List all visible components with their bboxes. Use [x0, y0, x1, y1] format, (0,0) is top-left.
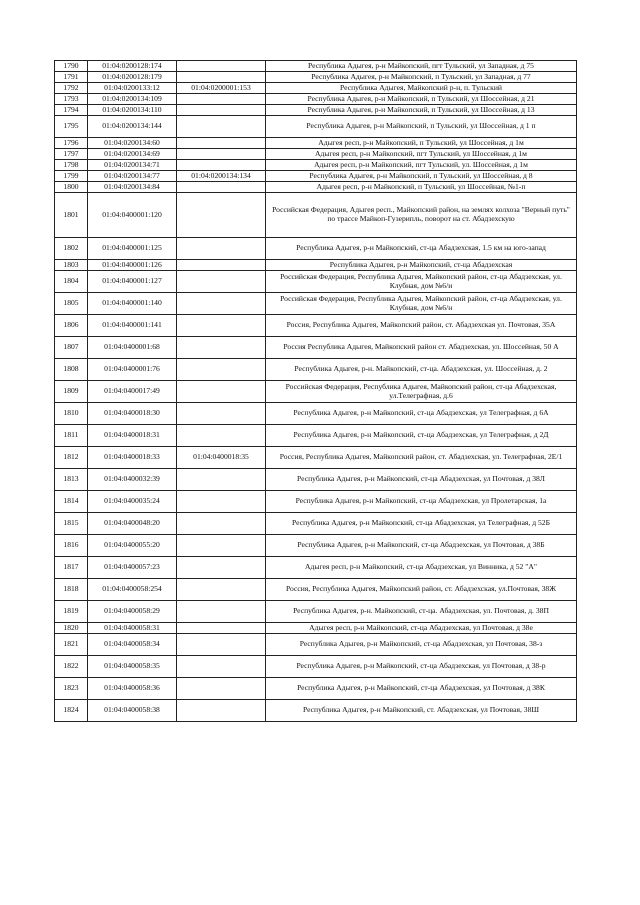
parent-cadastral-cell — [177, 656, 266, 678]
table-row — [55, 149, 577, 160]
row-number-cell: 1804 — [55, 271, 88, 293]
parent-cadastral-cell — [177, 535, 266, 557]
parent-cadastral-cell — [177, 116, 266, 138]
cadastral-number-cell: 01:04:0400017:49 — [88, 381, 177, 403]
parent-cadastral-cell — [177, 579, 266, 601]
cadastral-number-cell: 01:04:0400001:120 — [88, 193, 177, 238]
row-number-cell: 1821 — [55, 634, 88, 656]
parent-cadastral-cell: 01:04:0200134:134 — [177, 171, 266, 182]
cadastral-number-cell: 01:04:0400001:140 — [88, 293, 177, 315]
cadastral-number-cell: 01:04:0200133:12 — [88, 83, 177, 94]
table-row — [55, 72, 577, 83]
cadastral-number-cell: 01:04:0400018:33 — [88, 447, 177, 469]
cadastral-number-cell: 01:04:0200134:77 — [88, 171, 177, 182]
cadastral-number-cell: 01:04:0200134:144 — [88, 116, 177, 138]
table-row — [55, 160, 577, 171]
table-row — [55, 83, 577, 94]
parent-cadastral-cell — [177, 238, 266, 260]
row-number-cell: 1823 — [55, 678, 88, 700]
row-number-cell: 1801 — [55, 193, 88, 238]
address-cell: Республика Адыгея, р-н Майкопский, п Тульский, ул Шоссейная, д 21 — [266, 94, 577, 105]
cadastral-number-cell: 01:04:0200128:174 — [88, 61, 177, 72]
address-cell: Республика Адыгея, р-н. Майкопский, ст-ца. Абадзехская, ул. Почтовая, д. 38П — [266, 601, 577, 623]
table-row — [55, 425, 577, 447]
table-row — [55, 293, 577, 315]
table-row — [55, 656, 577, 678]
table-row — [55, 171, 577, 182]
table-row — [55, 337, 577, 359]
row-number-cell: 1808 — [55, 359, 88, 381]
parent-cadastral-cell — [177, 700, 266, 722]
row-number-cell: 1814 — [55, 491, 88, 513]
cadastral-number-cell: 01:04:0200134:71 — [88, 160, 177, 171]
cadastral-number-cell: 01:04:0400032:39 — [88, 469, 177, 491]
row-number-cell: 1795 — [55, 116, 88, 138]
address-cell: Республика Адыгея, р-н Майкопский, ст-ца Абадзехская, ул Телеграфная, д 52Б — [266, 513, 577, 535]
table-row — [55, 182, 577, 193]
address-cell: Республика Адыгея, р-н Майкопский, пгт Тульский, ул Западная, д 75 — [266, 61, 577, 72]
cadastral-number-cell: 01:04:0400018:30 — [88, 403, 177, 425]
cadastral-number-cell: 01:04:0400001:127 — [88, 271, 177, 293]
table-row — [55, 535, 577, 557]
cadastral-number-cell: 01:04:0400058:36 — [88, 678, 177, 700]
row-number-cell: 1792 — [55, 83, 88, 94]
address-cell: Республика Адыгея, р-н Майкопский, ст-ца Абадзехская, ул Телеграфная, д 2Д — [266, 425, 577, 447]
table-body — [55, 61, 577, 722]
address-cell: Российская Федерация, Республика Адыгея, Майкопский район, ст-ца Абадзехская, ул. Клубная, дом №6/и — [266, 271, 577, 293]
address-cell: Республика Адыгея, р-н Майкопский, ст-ца Абадзехская, ул Телеграфная, д 6А — [266, 403, 577, 425]
cadastral-number-cell: 01:04:0200134:84 — [88, 182, 177, 193]
cadastral-table — [54, 60, 577, 722]
cadastral-number-cell: 01:04:0200134:69 — [88, 149, 177, 160]
row-number-cell: 1811 — [55, 425, 88, 447]
address-cell: Российская Федерация, Республика Адыгея, Майкопский район, ст-ца Абадзехская, ул. Клубная, дом №6/н — [266, 293, 577, 315]
row-number-cell: 1812 — [55, 447, 88, 469]
parent-cadastral-cell — [177, 182, 266, 193]
address-cell: Россия, Республика Адыгея, Майкопский район, ст. Абадзехская, ул. Телеграфная, 2Е/1 — [266, 447, 577, 469]
row-number-cell: 1817 — [55, 557, 88, 579]
row-number-cell: 1802 — [55, 238, 88, 260]
cadastral-number-cell: 01:04:0400018:31 — [88, 425, 177, 447]
table-row — [55, 469, 577, 491]
cadastral-number-cell: 01:04:0200134:109 — [88, 94, 177, 105]
table-row — [55, 491, 577, 513]
address-cell: Республика Адыгея, р-н Майкопский, ст-ца Абадзехская — [266, 260, 577, 271]
table-row — [55, 447, 577, 469]
parent-cadastral-cell — [177, 359, 266, 381]
parent-cadastral-cell — [177, 491, 266, 513]
row-number-cell: 1806 — [55, 315, 88, 337]
row-number-cell: 1796 — [55, 138, 88, 149]
row-number-cell: 1820 — [55, 623, 88, 634]
table-row — [55, 116, 577, 138]
row-number-cell: 1800 — [55, 182, 88, 193]
address-cell: Россия Республика Адыгея, Майкопский район ст. Абадзехская, ул. Шоссейная, 50 А — [266, 337, 577, 359]
address-cell: Республика Адыгея, р-н Майкопский, ст-ца Абадзехская, ул Почтовая, д 38Б — [266, 535, 577, 557]
row-number-cell: 1822 — [55, 656, 88, 678]
row-number-cell: 1803 — [55, 260, 88, 271]
parent-cadastral-cell — [177, 293, 266, 315]
row-number-cell: 1824 — [55, 700, 88, 722]
cadastral-number-cell: 01:04:0400057:23 — [88, 557, 177, 579]
address-cell: Адыгея респ, р-н Майкопский, ст-ца Абадзехская, ул Винника, д 52 "А" — [266, 557, 577, 579]
address-cell: Адыгея респ, р-н Майкопский, п Тульский, ул Шоссейная, №1-п — [266, 182, 577, 193]
address-cell: Республика Адыгея, р-н Майкопский, ст-ца Абадзехская, ул Пролетарская, 1а — [266, 491, 577, 513]
table-row — [55, 513, 577, 535]
address-cell: Республика Адыгея, р-н. Майкопский, ст-ца. Абадзехская, ул. Шоссейная, д. 2 — [266, 359, 577, 381]
row-number-cell: 1818 — [55, 579, 88, 601]
table-row — [55, 315, 577, 337]
parent-cadastral-cell: 01:04:0200001:153 — [177, 83, 266, 94]
cadastral-number-cell: 01:04:0400058:38 — [88, 700, 177, 722]
parent-cadastral-cell — [177, 271, 266, 293]
parent-cadastral-cell — [177, 149, 266, 160]
address-cell: Адыгея респ, р-н Майкопский, ст-ца Абадзехская, ул Почтовая, д 38е — [266, 623, 577, 634]
address-cell: Республика Адыгея, р-н Майкопский, ст-ца Абадзехская, ул Почтовая, д 38К — [266, 678, 577, 700]
parent-cadastral-cell — [177, 72, 266, 83]
row-number-cell: 1790 — [55, 61, 88, 72]
cadastral-number-cell: 01:04:0400001:76 — [88, 359, 177, 381]
address-cell: Адыгея респ, р-н Майкопский, п Тульский, ул Шоссейная, д 1м — [266, 138, 577, 149]
row-number-cell: 1805 — [55, 293, 88, 315]
address-cell: Адыгея респ, р-н Майкопский, пгт Тульский, ул Шоссейная, д 1м — [266, 149, 577, 160]
cadastral-number-cell: 01:04:0400001:125 — [88, 238, 177, 260]
cadastral-number-cell: 01:04:0200128:179 — [88, 72, 177, 83]
table-row — [55, 193, 577, 238]
cadastral-number-cell: 01:04:0400048:20 — [88, 513, 177, 535]
parent-cadastral-cell — [177, 94, 266, 105]
table-row — [55, 557, 577, 579]
address-cell: Республика Адыгея, р-н Майкопский, ст-ца Абадзехская, 1.5 км на юго-запад — [266, 238, 577, 260]
parent-cadastral-cell — [177, 193, 266, 238]
row-number-cell: 1813 — [55, 469, 88, 491]
row-number-cell: 1799 — [55, 171, 88, 182]
table-row — [55, 359, 577, 381]
cadastral-number-cell: 01:04:0200134:60 — [88, 138, 177, 149]
parent-cadastral-cell — [177, 138, 266, 149]
parent-cadastral-cell: 01:04:0400018:35 — [177, 447, 266, 469]
row-number-cell: 1798 — [55, 160, 88, 171]
table-row — [55, 238, 577, 260]
address-cell: Республика Адыгея, р-н Майкопский, ст. Абадзехская, ул Почтовая, 38Ш — [266, 700, 577, 722]
row-number-cell: 1816 — [55, 535, 88, 557]
parent-cadastral-cell — [177, 315, 266, 337]
parent-cadastral-cell — [177, 337, 266, 359]
row-number-cell: 1815 — [55, 513, 88, 535]
table-row — [55, 271, 577, 293]
parent-cadastral-cell — [177, 381, 266, 403]
address-cell: Республика Адыгея, р-н Майкопский, ст-ца Абадзехская, ул Почтовая, д 38Л — [266, 469, 577, 491]
row-number-cell: 1791 — [55, 72, 88, 83]
table-row — [55, 700, 577, 722]
table-row — [55, 61, 577, 72]
parent-cadastral-cell — [177, 678, 266, 700]
address-cell: Республика Адыгея, р-н Майкопский, п Тульский, ул Шоссейная, д 8 — [266, 171, 577, 182]
cadastral-number-cell: 01:04:0400001:141 — [88, 315, 177, 337]
cadastral-number-cell: 01:04:0400055:20 — [88, 535, 177, 557]
table-row — [55, 260, 577, 271]
cadastral-number-cell: 01:04:0400058:35 — [88, 656, 177, 678]
address-cell: Российская Федерация, Республика Адыгея, Майкопский район, ст-ца Абадзехская, ул.Телеграфная, д.6 — [266, 381, 577, 403]
address-cell: Республика Адыгея, р-н Майкопский, п Тульский, ул Шоссейная, д 1 п — [266, 116, 577, 138]
table-row — [55, 403, 577, 425]
cadastral-number-cell: 01:04:0400001:68 — [88, 337, 177, 359]
cadastral-number-cell: 01:04:0400058:34 — [88, 634, 177, 656]
table-row — [55, 601, 577, 623]
address-cell: Республика Адыгея, р-н Майкопский, п Тульский, ул Шоссейная, д 13 — [266, 105, 577, 116]
parent-cadastral-cell — [177, 403, 266, 425]
parent-cadastral-cell — [177, 634, 266, 656]
address-cell: Республика Адыгея, р-н Майкопский, ст-ца Абадзехская, ул Почтовая, 38-з — [266, 634, 577, 656]
address-cell: Республика Адыгея, р-н Майкопский, п Тульский, ул Западная, д 77 — [266, 72, 577, 83]
row-number-cell: 1794 — [55, 105, 88, 116]
table-row — [55, 138, 577, 149]
cadastral-number-cell: 01:04:0400058:29 — [88, 601, 177, 623]
row-number-cell: 1819 — [55, 601, 88, 623]
address-cell: Россия, Республика Адыгея, Майкопский район, ст. Абадзехская ул. Почтовая, 35А — [266, 315, 577, 337]
cadastral-number-cell: 01:04:0200134:110 — [88, 105, 177, 116]
parent-cadastral-cell — [177, 260, 266, 271]
parent-cadastral-cell — [177, 160, 266, 171]
address-cell: Республика Адыгея, р-н Майкопский, ст-ца Абадзехская, ул Почтовая, д 38-р — [266, 656, 577, 678]
parent-cadastral-cell — [177, 469, 266, 491]
address-cell: Россия, Республика Адыгея, Майкопский район, ст. Абадзехская, ул.Почтовая, 38Ж — [266, 579, 577, 601]
cadastral-number-cell: 01:04:0400058:31 — [88, 623, 177, 634]
table-row — [55, 634, 577, 656]
table-row — [55, 381, 577, 403]
table-row — [55, 623, 577, 634]
address-cell: Республика Адыгея, Майкопский р-н, п. Тульский — [266, 83, 577, 94]
address-cell: Адыгея респ, р-н Майкопский, пгт Тульский, ул. Шоссейная, д 1м — [266, 160, 577, 171]
row-number-cell: 1797 — [55, 149, 88, 160]
cadastral-number-cell: 01:04:0400035:24 — [88, 491, 177, 513]
parent-cadastral-cell — [177, 105, 266, 116]
parent-cadastral-cell — [177, 425, 266, 447]
parent-cadastral-cell — [177, 601, 266, 623]
parent-cadastral-cell — [177, 61, 266, 72]
table-row — [55, 105, 577, 116]
parent-cadastral-cell — [177, 623, 266, 634]
row-number-cell: 1793 — [55, 94, 88, 105]
parent-cadastral-cell — [177, 513, 266, 535]
parent-cadastral-cell — [177, 557, 266, 579]
row-number-cell: 1810 — [55, 403, 88, 425]
table-row — [55, 94, 577, 105]
row-number-cell: 1809 — [55, 381, 88, 403]
row-number-cell: 1807 — [55, 337, 88, 359]
table-row — [55, 579, 577, 601]
cadastral-number-cell: 01:04:0400001:126 — [88, 260, 177, 271]
cadastral-number-cell: 01:04:0400058:254 — [88, 579, 177, 601]
table-row — [55, 678, 577, 700]
address-cell: Российская Федерация, Адыгея респ., Майкопский район, на землях колхоза "Верный путь" по трассе Майкоп-Гузерипль, поворот на ст. Абадзехскую — [266, 193, 577, 238]
